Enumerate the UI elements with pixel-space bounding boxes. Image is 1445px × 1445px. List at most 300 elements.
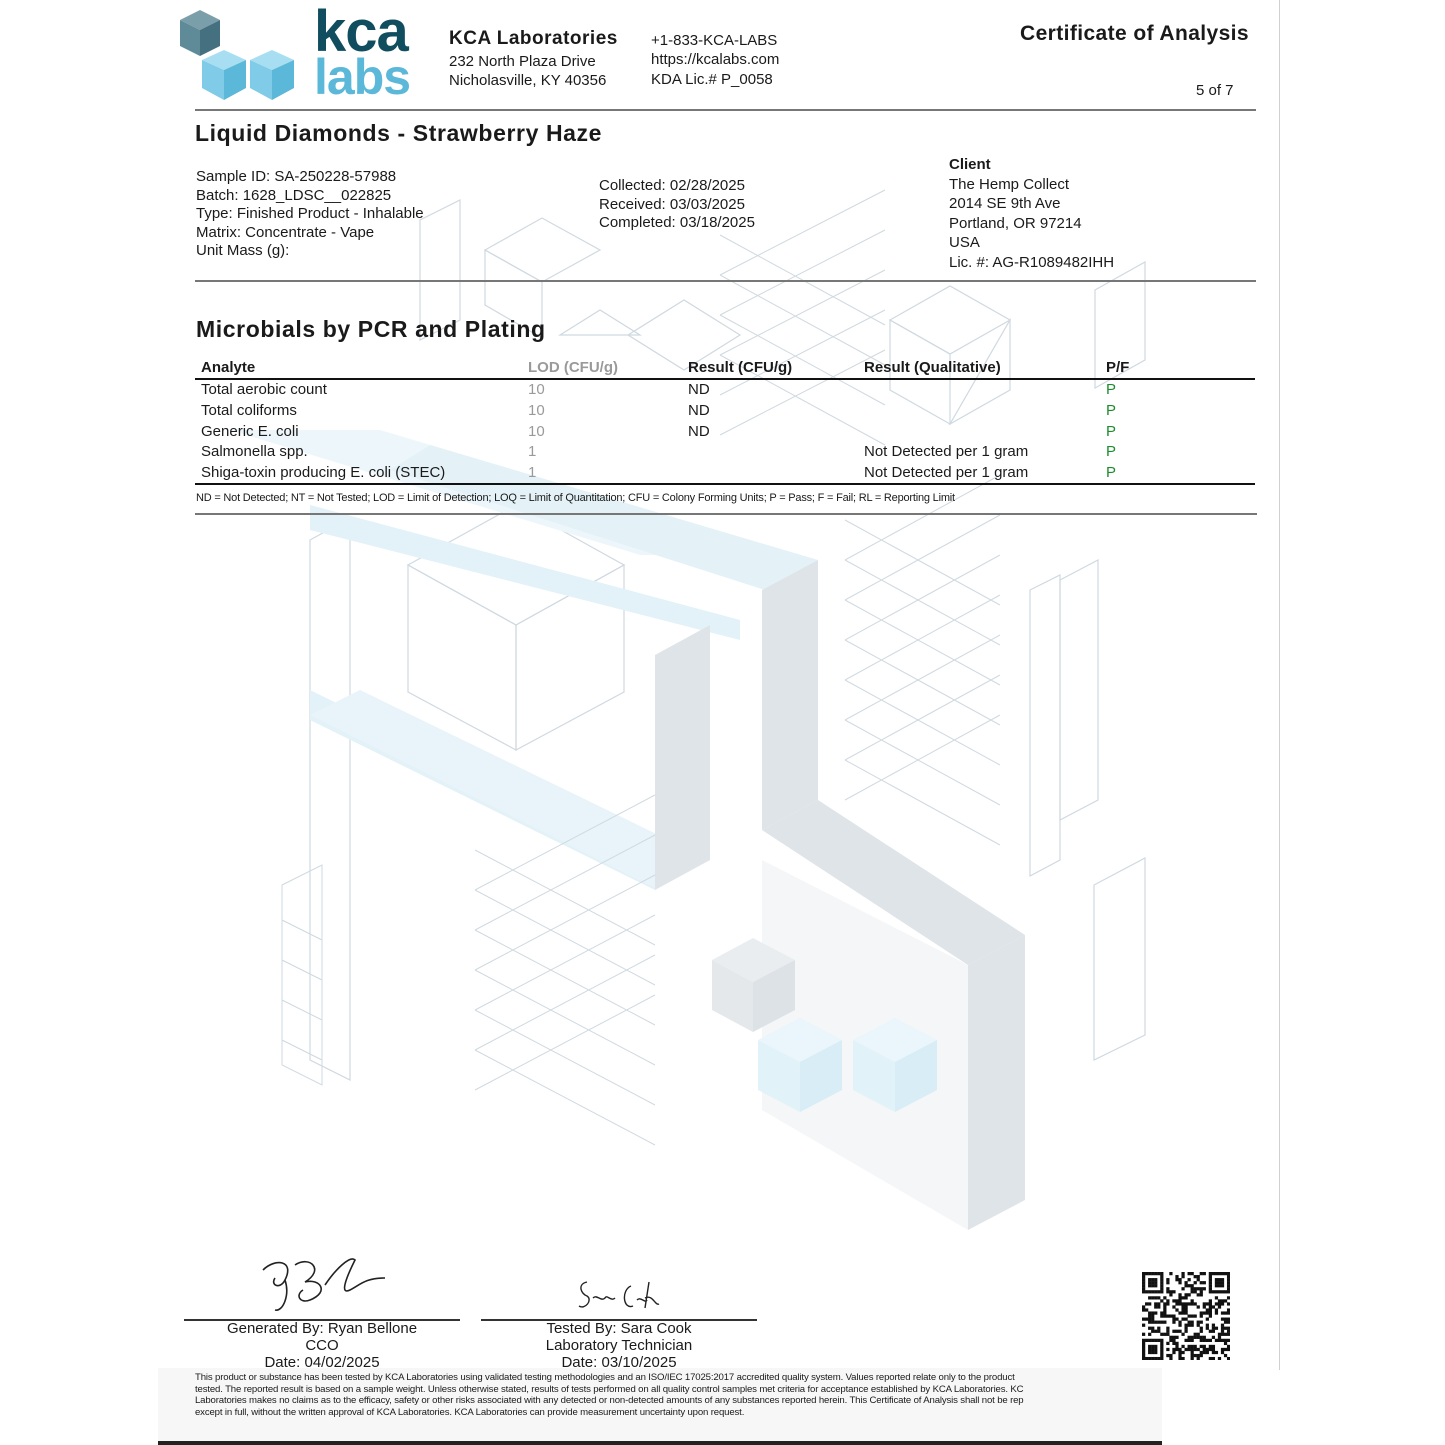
row2-analyte: Total coliforms (201, 402, 297, 419)
qr-module (1203, 1339, 1206, 1342)
qr-module (1224, 1272, 1227, 1275)
qr-module (1184, 1308, 1187, 1311)
qr-module (1194, 1336, 1197, 1339)
qr-module (1209, 1308, 1212, 1311)
qr-module (1163, 1321, 1166, 1324)
cube-logo-icon (178, 8, 298, 103)
qr-module (1172, 1318, 1175, 1321)
qr-module (1221, 1339, 1224, 1342)
qr-module (1181, 1305, 1184, 1308)
qr-module (1142, 1318, 1145, 1321)
qr-module (1206, 1302, 1209, 1305)
qr-module (1175, 1345, 1178, 1348)
sample-details (196, 168, 424, 261)
header-divider (195, 109, 1256, 111)
qr-module (1191, 1354, 1194, 1357)
row3-analyte: Generic E. coli (201, 423, 299, 440)
qr-module (1151, 1311, 1154, 1314)
qr-module (1142, 1308, 1145, 1311)
qr-module (1194, 1281, 1197, 1284)
qr-module (1224, 1354, 1227, 1357)
qr-module (1206, 1351, 1209, 1354)
qr-module (1154, 1272, 1157, 1275)
qr-module (1200, 1321, 1203, 1324)
document-title: Certificate of Analysis (1020, 22, 1249, 45)
qr-module (1218, 1357, 1221, 1360)
qr-module (1163, 1333, 1166, 1336)
qr-module (1154, 1348, 1157, 1351)
qr-module (1215, 1308, 1218, 1311)
qr-module (1200, 1290, 1203, 1293)
row1-pf: P (1106, 381, 1117, 398)
qr-module (1172, 1351, 1175, 1354)
qr-module (1160, 1290, 1163, 1293)
qr-module (1178, 1330, 1181, 1333)
qr-module (1209, 1275, 1212, 1278)
qr-module (1154, 1311, 1157, 1314)
qr-module (1148, 1345, 1151, 1348)
qr-module (1151, 1321, 1154, 1324)
qr-module (1227, 1281, 1230, 1284)
client-street: 2014 SE 9th Ave (949, 195, 1061, 212)
qr-module (1212, 1272, 1215, 1275)
qr-module (1209, 1348, 1212, 1351)
qr-module (1169, 1314, 1172, 1317)
qr-module (1172, 1336, 1175, 1339)
qr-module (1157, 1296, 1160, 1299)
qr-module (1218, 1281, 1221, 1284)
qr-module (1166, 1278, 1169, 1281)
qr-module (1212, 1336, 1215, 1339)
qr-module (1157, 1272, 1160, 1275)
qr-module (1178, 1324, 1181, 1327)
qr-module (1142, 1305, 1145, 1308)
qr-module (1200, 1327, 1203, 1330)
qr-module (1224, 1290, 1227, 1293)
qr-module (1163, 1308, 1166, 1311)
qr-module (1154, 1357, 1157, 1360)
signer-1-role: CCO (305, 1337, 339, 1354)
qr-module (1227, 1321, 1230, 1324)
qr-module (1157, 1321, 1160, 1324)
qr-module (1148, 1339, 1151, 1342)
qr-module (1227, 1348, 1230, 1351)
qr-module (1178, 1296, 1181, 1299)
qr-module (1160, 1272, 1163, 1275)
qr-module (1160, 1311, 1163, 1314)
signer-2-date: Date: 03/10/2025 (561, 1354, 677, 1371)
qr-module (1181, 1351, 1184, 1354)
qr-module (1157, 1357, 1160, 1360)
qr-module (1151, 1330, 1154, 1333)
row5-lod: 1 (528, 464, 537, 481)
qr-module (1160, 1342, 1163, 1345)
qr-module (1194, 1314, 1197, 1317)
qr-module (1184, 1281, 1187, 1284)
qr-module (1178, 1311, 1181, 1314)
client-info (949, 155, 1114, 272)
qr-module (1154, 1330, 1157, 1333)
qr-module (1221, 1284, 1224, 1287)
qr-module (1154, 1339, 1157, 1342)
qr-module (1154, 1284, 1157, 1287)
qr-module (1151, 1345, 1154, 1348)
qr-module (1166, 1314, 1169, 1317)
lab-phone: +1-833-KCA-LABS (651, 32, 778, 49)
qr-module (1215, 1278, 1218, 1281)
qr-module (1197, 1324, 1200, 1327)
qr-module (1227, 1272, 1230, 1275)
qr-module (1184, 1284, 1187, 1287)
qr-module (1194, 1290, 1197, 1293)
signer-1-block (184, 1320, 460, 1371)
logo-wordmark-labs: labs (314, 49, 411, 105)
qr-module (1154, 1345, 1157, 1348)
qr-module (1160, 1314, 1163, 1317)
row3-pf: P (1106, 423, 1117, 440)
qr-module (1215, 1339, 1218, 1342)
completed-date: Completed: 03/18/2025 (599, 214, 755, 231)
qr-module (1142, 1339, 1145, 1342)
qr-module (1148, 1357, 1151, 1360)
qr-module (1227, 1284, 1230, 1287)
qr-module (1181, 1275, 1184, 1278)
qr-module (1212, 1290, 1215, 1293)
unit-mass: Unit Mass (g): (196, 242, 290, 259)
qr-module (1227, 1296, 1230, 1299)
qr-module (1209, 1287, 1212, 1290)
qr-module (1209, 1339, 1212, 1342)
qr-module (1203, 1345, 1206, 1348)
row5-analyte: Shiga-toxin producing E. coli (STEC) (201, 464, 446, 481)
qr-module (1197, 1278, 1200, 1281)
qr-module (1212, 1305, 1215, 1308)
qr-module (1160, 1333, 1163, 1336)
qr-module (1209, 1284, 1212, 1287)
qr-module (1209, 1299, 1212, 1302)
qr-module (1166, 1281, 1169, 1284)
row1-analyte: Total aerobic count (201, 381, 327, 398)
qr-module (1215, 1290, 1218, 1293)
qr-module (1157, 1339, 1160, 1342)
qr-module (1188, 1348, 1191, 1351)
qr-module (1197, 1333, 1200, 1336)
qr-module (1181, 1302, 1184, 1305)
qr-module (1142, 1348, 1145, 1351)
table-bottom-rule (195, 483, 1255, 485)
qr-module (1191, 1345, 1194, 1348)
qr-module (1145, 1357, 1148, 1360)
qr-module (1227, 1339, 1230, 1342)
qr-module (1212, 1345, 1215, 1348)
qr-module (1145, 1339, 1148, 1342)
qr-module (1184, 1339, 1187, 1342)
disclaimer-line-3: Laboratories makes no claims as to the efficacy, safety or other risks associated with any detected or non-detected amounts of any substances reported herein. This Certificate of Analysis shall not be rep (195, 1395, 1024, 1407)
qr-module (1184, 1327, 1187, 1330)
qr-module (1151, 1290, 1154, 1293)
qr-module (1151, 1281, 1154, 1284)
qr-module (1212, 1351, 1215, 1354)
qr-module (1200, 1272, 1203, 1275)
qr-module (1203, 1281, 1206, 1284)
qr-module (1166, 1290, 1169, 1293)
qr-module (1203, 1302, 1206, 1305)
qr-module (1221, 1330, 1224, 1333)
qr-module (1227, 1290, 1230, 1293)
qr-module (1209, 1305, 1212, 1308)
lab-name: KCA Laboratories (449, 28, 618, 49)
qr-module (1184, 1324, 1187, 1327)
qr-module (1160, 1348, 1163, 1351)
qr-module (1160, 1275, 1163, 1278)
qr-module (1166, 1330, 1169, 1333)
qr-module (1215, 1327, 1218, 1330)
qr-module (1200, 1336, 1203, 1339)
qr-module (1191, 1290, 1194, 1293)
qr-module (1215, 1281, 1218, 1284)
qr-module (1212, 1324, 1215, 1327)
qr-module (1218, 1284, 1221, 1287)
qr-module (1142, 1351, 1145, 1354)
qr-module (1191, 1339, 1194, 1342)
qr-module (1184, 1318, 1187, 1321)
qr-module (1200, 1339, 1203, 1342)
qr-module (1221, 1302, 1224, 1305)
qr-module (1148, 1296, 1151, 1299)
signature-ryan-bellone (255, 1250, 390, 1318)
qr-module (1175, 1302, 1178, 1305)
qr-module (1191, 1324, 1194, 1327)
lab-website[interactable]: https://kcalabs.com (651, 51, 780, 68)
qr-module (1172, 1314, 1175, 1317)
qr-module (1163, 1296, 1166, 1299)
qr-module (1163, 1311, 1166, 1314)
qr-module (1203, 1305, 1206, 1308)
signer-2-name: Tested By: Sara Cook (546, 1320, 692, 1337)
qr-module (1157, 1290, 1160, 1293)
qr-module (1166, 1348, 1169, 1351)
qr-module (1181, 1296, 1184, 1299)
qr-module (1160, 1321, 1163, 1324)
qr-module (1221, 1327, 1224, 1330)
row1-result: ND (688, 381, 710, 398)
qr-module (1148, 1278, 1151, 1281)
qr-module (1206, 1339, 1209, 1342)
qr-module (1178, 1351, 1181, 1354)
qr-module (1215, 1284, 1218, 1287)
qr-module (1178, 1321, 1181, 1324)
qr-module (1184, 1296, 1187, 1299)
qr-module (1181, 1311, 1184, 1314)
qr-module (1169, 1272, 1172, 1275)
qr-module (1142, 1354, 1145, 1357)
signer-2-block (481, 1320, 757, 1371)
qr-module (1191, 1321, 1194, 1324)
collected-date: Collected: 02/28/2025 (599, 177, 745, 194)
qr-module (1209, 1278, 1212, 1281)
col-analyte: Analyte (201, 359, 256, 376)
qr-module (1172, 1342, 1175, 1345)
qr-module (1224, 1327, 1227, 1330)
qr-module (1203, 1311, 1206, 1314)
qr-module (1200, 1354, 1203, 1357)
qr-module (1227, 1327, 1230, 1330)
qr-module (1154, 1351, 1157, 1354)
qr-module (1197, 1354, 1200, 1357)
qr-module (1160, 1299, 1163, 1302)
disclaimer-line-4: except in full, without the written approval of KCA Laboratories. KCA Laboratories can provide measurement uncertainty upon request. (195, 1406, 745, 1418)
qr-module (1151, 1351, 1154, 1354)
batch: Batch: 1628_LDSC__022825 (196, 186, 392, 204)
qr-module (1215, 1351, 1218, 1354)
qr-module (1188, 1321, 1191, 1324)
qr-module (1200, 1314, 1203, 1317)
qr-module (1175, 1308, 1178, 1311)
qr-module (1175, 1336, 1178, 1339)
disclaimer-line-2: tested. The reported result is based on a sample weight. Unless otherwise stated, results of tests performed on all quality control samples met criteria for acceptance established by KCA Laboratories. KC (195, 1383, 1024, 1395)
qr-module (1218, 1339, 1221, 1342)
page-number: 5 of 7 (1196, 82, 1234, 99)
qr-module (1188, 1345, 1191, 1348)
qr-module (1142, 1290, 1145, 1293)
qr-module (1200, 1281, 1203, 1284)
qr-module (1178, 1302, 1181, 1305)
section-title: Microbials by PCR and Plating (196, 316, 546, 342)
qr-module (1188, 1293, 1191, 1296)
qr-module (1206, 1318, 1209, 1321)
qr-module (1209, 1357, 1212, 1360)
lab-address-line1: 232 North Plaza Drive (449, 53, 596, 70)
qr-module (1188, 1284, 1191, 1287)
qr-module (1142, 1287, 1145, 1290)
qr-module (1142, 1345, 1145, 1348)
qr-module (1209, 1330, 1212, 1333)
qr-module (1209, 1281, 1212, 1284)
qr-module (1184, 1311, 1187, 1314)
qr-module (1178, 1299, 1181, 1302)
qr-module (1184, 1302, 1187, 1305)
qr-module (1191, 1314, 1194, 1317)
qr-module (1142, 1333, 1145, 1336)
product-type: Type: Finished Product - Inhalable (196, 205, 424, 222)
signer-1-date: Date: 04/02/2025 (264, 1354, 380, 1371)
qr-module (1166, 1333, 1169, 1336)
qr-module (1181, 1318, 1184, 1321)
legend-divider (195, 513, 1257, 515)
qr-module (1145, 1318, 1148, 1321)
qr-module (1221, 1281, 1224, 1284)
qr-module (1188, 1272, 1191, 1275)
qr-module (1215, 1272, 1218, 1275)
qr-module (1169, 1290, 1172, 1293)
qr-module (1200, 1311, 1203, 1314)
qr-module (1209, 1272, 1212, 1275)
qr-module (1163, 1314, 1166, 1317)
qr-module (1169, 1357, 1172, 1360)
qr-module (1166, 1302, 1169, 1305)
row2-pf: P (1106, 402, 1117, 419)
qr-module (1142, 1281, 1145, 1284)
qr-module (1184, 1293, 1187, 1296)
qr-module (1151, 1296, 1154, 1299)
col-lod: LOD (CFU/g) (528, 359, 618, 376)
qr-module (1157, 1302, 1160, 1305)
qr-module (1142, 1278, 1145, 1281)
qr-module (1194, 1345, 1197, 1348)
qr-module (1172, 1290, 1175, 1293)
qr-module (1209, 1345, 1212, 1348)
qr-module (1151, 1327, 1154, 1330)
qr-module (1218, 1305, 1221, 1308)
qr-module (1172, 1348, 1175, 1351)
qr-module (1197, 1336, 1200, 1339)
qr-module (1224, 1333, 1227, 1336)
qr-module (1191, 1351, 1194, 1354)
qr-module (1148, 1321, 1151, 1324)
qr-module (1197, 1293, 1200, 1296)
qr-module (1200, 1345, 1203, 1348)
signer-1-name: Generated By: Ryan Bellone (226, 1320, 418, 1337)
qr-module (1194, 1354, 1197, 1357)
qr-code-icon[interactable] (1142, 1272, 1230, 1360)
qr-module (1224, 1318, 1227, 1321)
row5-qualitative: Not Detected per 1 gram (864, 464, 1029, 481)
row1-lod: 10 (528, 381, 545, 398)
qr-module (1206, 1327, 1209, 1330)
qr-module (1194, 1333, 1197, 1336)
qr-module (1151, 1272, 1154, 1275)
client-name: The Hemp Collect (949, 175, 1070, 193)
qr-module (1197, 1321, 1200, 1324)
qr-module (1197, 1348, 1200, 1351)
client-license: Lic. #: AG-R1089482IHH (949, 253, 1115, 271)
qr-module (1169, 1339, 1172, 1342)
qr-module (1151, 1284, 1154, 1287)
client-city: Portland, OR 97214 (949, 214, 1082, 232)
qr-module (1191, 1357, 1194, 1360)
qr-module (1203, 1348, 1206, 1351)
qr-module (1160, 1281, 1163, 1284)
qr-module (1142, 1324, 1145, 1327)
qr-module (1178, 1281, 1181, 1284)
qr-module (1212, 1348, 1215, 1351)
qr-module (1148, 1281, 1151, 1284)
qr-module (1184, 1305, 1187, 1308)
qr-module (1188, 1324, 1191, 1327)
qr-module (1218, 1299, 1221, 1302)
kca-logo (178, 0, 423, 106)
row2-lod: 10 (528, 402, 545, 419)
received-date: Received: 03/03/2025 (599, 195, 745, 213)
col-pf: P/F (1106, 359, 1130, 376)
qr-module (1148, 1314, 1151, 1317)
qr-module (1191, 1287, 1194, 1290)
qr-module (1197, 1275, 1200, 1278)
qr-module (1197, 1357, 1200, 1360)
qr-module (1151, 1348, 1154, 1351)
qr-module (1188, 1302, 1191, 1305)
qr-module (1178, 1293, 1181, 1296)
qr-module (1197, 1305, 1200, 1308)
qr-module (1175, 1330, 1178, 1333)
qr-module (1175, 1342, 1178, 1345)
qr-module (1145, 1290, 1148, 1293)
qr-module (1169, 1336, 1172, 1339)
qr-module (1191, 1284, 1194, 1287)
row3-result: ND (688, 423, 710, 440)
qr-module (1172, 1321, 1175, 1324)
qr-module (1209, 1311, 1212, 1314)
